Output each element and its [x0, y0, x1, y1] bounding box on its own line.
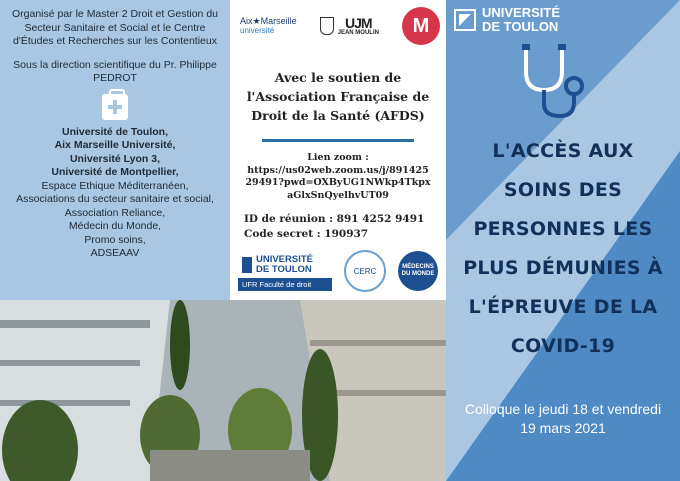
toulon-mark-icon [454, 9, 476, 31]
organizer-text: Organisé par le Master 2 Droit et Gestion du Secteur Sanitaire et Social et le Centre d'Études et Recherches sur les Contentieux [11, 8, 218, 47]
toulon-mark-icon [242, 257, 252, 273]
top-logos [230, 0, 446, 46]
lyon3-logo [320, 16, 379, 36]
aix-marseille-logo [240, 16, 297, 36]
toulon-logo [454, 6, 572, 34]
bottom-logos [230, 242, 446, 292]
zoom-label: Lien zoom : [307, 152, 369, 163]
meeting-credentials [230, 212, 446, 242]
medecins-du-monde-logo: MÉDECINS DU MONDE [398, 251, 438, 291]
meeting-id: ID de réunion : 891 4252 9491 [244, 213, 425, 225]
title-line: PERSONNES LES [473, 218, 653, 240]
info-panel [230, 0, 446, 300]
title-line: L'ÉPREUVE DE LA [468, 296, 658, 318]
partner: Association Reliance, [64, 206, 166, 219]
toulon-small-text: UNIVERSITÉ DE TOULON [255, 253, 313, 275]
partner-bold: Aix Marseille Université, [54, 139, 176, 151]
lyon3-logo-mark: UJM [345, 15, 372, 31]
partner-bold: Université Lyon 3, [69, 152, 161, 165]
partners-list [0, 126, 230, 261]
campus-illustration [0, 300, 446, 481]
partner: Associations du secteur sanitaire et social, [16, 193, 214, 205]
organizer-panel [0, 0, 230, 300]
event-date: Colloque le jeudi 18 et vendredi 19 mars 2021 [464, 401, 662, 436]
campus-photo [0, 300, 446, 481]
passcode: Code secret : 190937 [244, 228, 369, 240]
shield-icon [320, 17, 334, 35]
scientific-direction: Sous la direction scientifique du Pr. Philippe PEDROT [13, 58, 217, 84]
partner: Promo soins, [84, 233, 146, 246]
partner-bold: Université de Montpellier, [51, 166, 179, 178]
toulon-law-logo [238, 252, 332, 291]
title-line: SOINS DES [503, 179, 623, 201]
zoom-info [230, 152, 446, 202]
title-line: COVID-19 [510, 335, 616, 357]
divider [262, 139, 414, 142]
medical-kit-icon [102, 94, 128, 120]
toulon-logo-text: UNIVERSITÉ DE TOULON [482, 5, 561, 34]
amu-logo-text: Aix★Marseille [240, 16, 297, 26]
amu-logo-sub: université [240, 26, 275, 35]
stethoscope-icon [516, 42, 596, 122]
title-line: L'ACCÈS AUX [492, 140, 634, 162]
partner: Espace Ethique Méditerranéen, [41, 179, 189, 192]
partner-bold: Université de Toulon, [62, 125, 168, 138]
lyon3-logo-caption: JEAN MOULIN [337, 30, 379, 36]
faculty-text: UFR Faculté de droit [242, 279, 312, 289]
title-line: PLUS DÉMUNIES À [463, 257, 663, 279]
afds-support: Avec le soutien de l'Association Française de Droit de la Santé (AFDS) [246, 70, 430, 123]
event-title [446, 132, 680, 366]
cerc-logo: CERC [344, 250, 386, 292]
zoom-link[interactable]: https://us02web.zoom.us/j/89142529491?pwd=OXByUG1NWkp4TkpxaGlxSnQyelhvUT09 [245, 164, 431, 201]
lyon3-logo-text [338, 16, 379, 36]
montpellier-logo: M [402, 7, 440, 45]
partner: ADSEAAV [90, 247, 140, 259]
title-panel [446, 0, 680, 481]
partner: Médecin du Monde, [68, 220, 162, 232]
